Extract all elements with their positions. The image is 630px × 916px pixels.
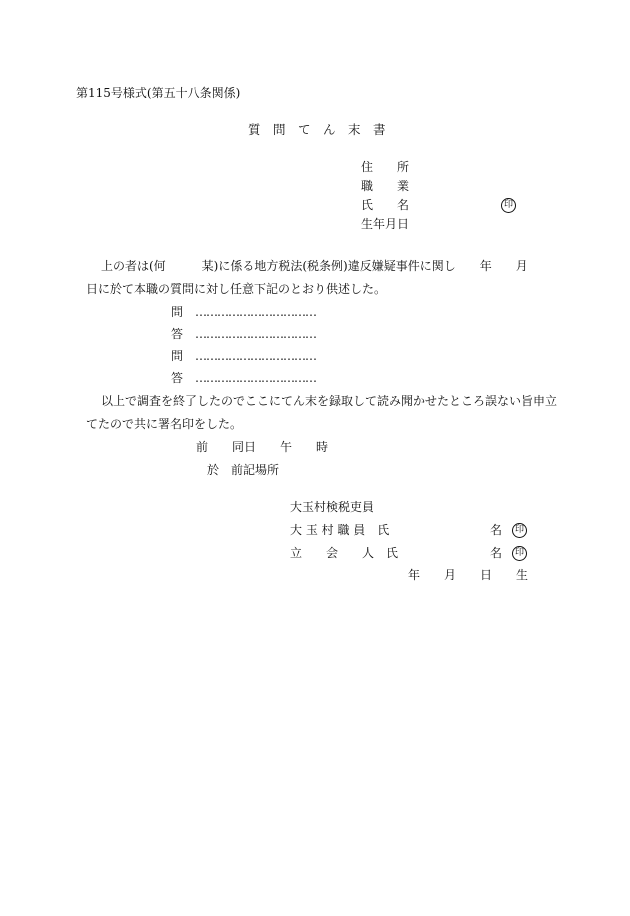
name-label: 氏 名	[361, 198, 410, 212]
place-line: 於 前記場所	[207, 463, 280, 477]
question-label: 問	[171, 305, 184, 319]
question-label: 問	[171, 349, 184, 363]
address-label: 住 所	[361, 160, 410, 174]
answer-label: 答	[171, 371, 184, 385]
birthdate-label: 生年月日	[361, 217, 410, 231]
document-title: 質 問 て ん 末 書	[248, 122, 386, 137]
staff-name-suffix: 名	[490, 523, 503, 537]
office-title: 大玉村検税吏員	[290, 500, 375, 514]
answer-dots: ……………………………	[195, 305, 316, 319]
closing-line-1: 以上で調査を終了したのでここにてん末を録取して読み聞かせたところ誤ない旨申立	[101, 394, 558, 408]
seal-stamp-respondent: 印	[501, 198, 516, 213]
answer-dots: ……………………………	[195, 371, 316, 385]
occupation-label: 職 業	[361, 179, 410, 193]
time-line: 前 同日 午 時	[196, 440, 329, 454]
form-number: 第115号様式(第五十八条関係)	[76, 86, 241, 100]
answer-dots: ……………………………	[195, 349, 316, 363]
intro-line-2: 日に於て本職の質問に対し任意下記のとおり供述した。	[86, 282, 387, 296]
staff-signature-label: 大 玉 村 職 員 氏	[290, 523, 390, 537]
closing-line-2: てたので共に署名印をした。	[86, 417, 243, 431]
answer-label: 答	[171, 327, 184, 341]
intro-line-1: 上の者は(何 某)に係る地方税法(税条例)違反嫌疑事件に関し 年 月	[101, 259, 528, 273]
witness-birthdate-line: 年 月 日 生	[408, 568, 529, 582]
witness-signature-label: 立 会 人 氏	[290, 546, 399, 560]
answer-dots: ……………………………	[195, 327, 316, 341]
seal-stamp-witness: 印	[512, 546, 527, 561]
witness-name-suffix: 名	[490, 546, 503, 560]
seal-stamp-staff: 印	[512, 523, 527, 538]
